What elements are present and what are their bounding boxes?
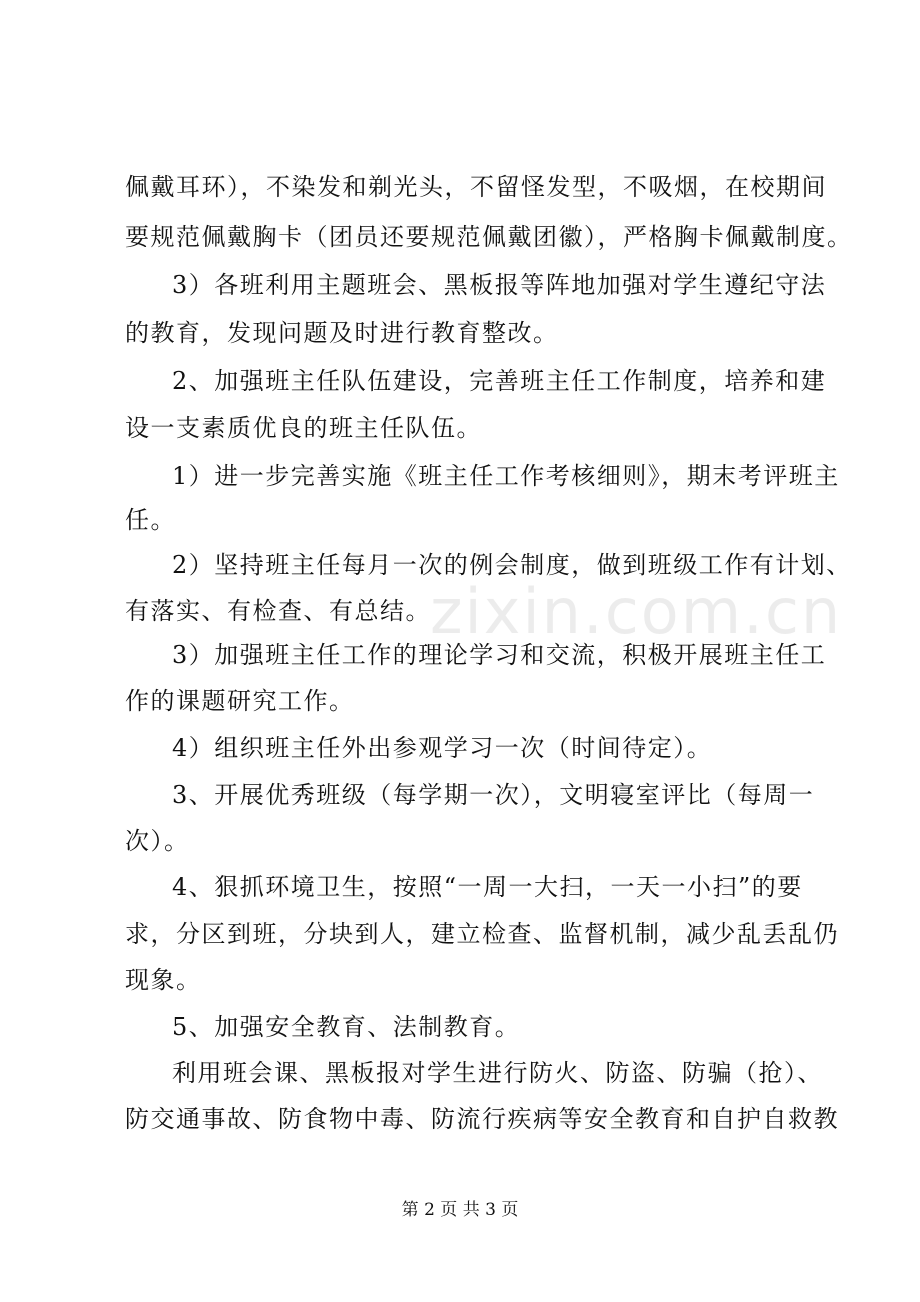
- text-line: 作的课题研究工作。: [125, 687, 355, 715]
- watermark: zixin.com.cn: [430, 575, 843, 648]
- text-line: 求，分区到班，分块到人，建立检查、监督机制，减少乱丢乱仍: [125, 920, 839, 948]
- paragraph-start: 4）组织班主任外出参观学习一次（时间待定）。: [172, 734, 713, 762]
- paragraph-start: 5、加强安全教育、法制教育。: [172, 1013, 521, 1041]
- paragraph-start: 4、狠抓环境卫生，按照“一周一大扫，一天一小扫”的要: [172, 873, 803, 901]
- text-line: 佩戴耳环），不染发和剃光头，不留怪发型，不吸烟，在校期间: [125, 173, 827, 201]
- paragraph-start: 3）各班利用主题班会、黑板报等阵地加强对学生遵纪守法: [172, 271, 827, 299]
- text-line: 任。: [125, 506, 176, 534]
- page-number-footer: 第 2 页 共 3 页: [401, 1200, 519, 1220]
- paragraph-start: 3、开展优秀班级（每学期一次），文明寝室评比（每周一: [172, 781, 815, 809]
- paragraph-start: 2）坚持班主任每月一次的例会制度，做到班级工作有计划、: [172, 551, 852, 579]
- paragraph-start: 1）进一步完善实施《班主任工作考核细则》，期末考评班主: [172, 462, 840, 490]
- text-line: 有落实、有检查、有总结。: [125, 597, 431, 625]
- paragraph-start: 利用班会课、黑板报对学生进行防火、防盗、防骗（抢）、: [172, 1059, 823, 1087]
- text-line: 要规范佩戴胸卡（团员还要规范佩戴团徽），严格胸卡佩戴制度。: [125, 223, 853, 251]
- text-line: 现象。: [125, 966, 202, 994]
- paragraph-start: 3）加强班主任工作的理论学习和交流，积极开展班主任工: [172, 641, 827, 669]
- text-line: 次）。: [125, 827, 190, 855]
- text-line: 的教育，发现问题及时进行教育整改。: [125, 319, 559, 347]
- paragraph-start: 2、加强班主任队伍建设，完善班主任工作制度，培养和建: [172, 367, 827, 395]
- text-line: 防交通事故、防食物中毒、防流行疾病等安全教育和自护自救教: [125, 1105, 839, 1133]
- text-line: 设一支素质优良的班主任队伍。: [125, 414, 482, 442]
